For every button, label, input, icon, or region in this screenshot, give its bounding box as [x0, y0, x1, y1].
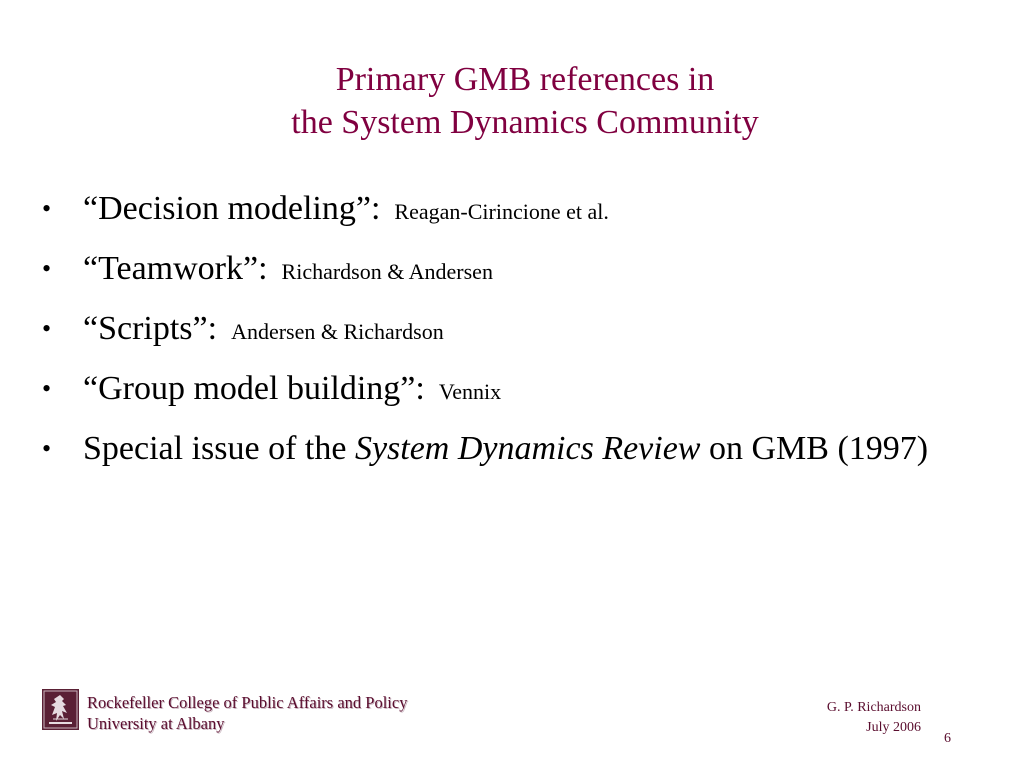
bullet-group-model-building: [42, 368, 982, 413]
bullet-term: “Decision modeling”:: [83, 190, 381, 227]
bullet-decision-modeling: [42, 188, 982, 233]
footer-org-line-1: Rockefeller College of Public Affairs and Policy: [87, 693, 408, 712]
title-line-1: Primary GMB references in: [335, 61, 715, 98]
bullet-dot: •: [42, 254, 52, 283]
bullet-dot: •: [42, 194, 52, 223]
bullet-term: “Teamwork”:: [83, 250, 268, 287]
bullet-reference: Andersen & Richardson: [231, 319, 444, 344]
footer-organization: [87, 692, 407, 734]
bullet-teamwork: [42, 248, 982, 293]
university-seal-icon: [42, 689, 79, 730]
slide-title: [0, 58, 1024, 144]
bullet-reference: Reagan-Cirincione et al.: [394, 199, 609, 224]
footer-author: G. P. Richardson: [826, 700, 921, 715]
bullet-special-issue: [42, 428, 982, 470]
bullet-reference: Vennix: [438, 379, 502, 404]
footer-date: July 2006: [866, 720, 921, 735]
bullet-reference: Richardson & Andersen: [281, 259, 493, 284]
footer-author-block: [827, 698, 921, 738]
bullet-dot: •: [42, 374, 52, 403]
bullet-dot: •: [42, 434, 52, 463]
special-issue-text: Special issue of the: [83, 430, 355, 467]
footer-org-line-2: University at Albany: [87, 714, 225, 733]
journal-title: System Dynamics Review: [354, 430, 701, 467]
special-issue-text-end: on GMB (1997): [700, 430, 929, 467]
bullet-dot: •: [42, 314, 52, 343]
bullet-term: “Scripts”:: [83, 310, 218, 347]
bullet-term: “Group model building”:: [83, 370, 425, 407]
title-line-2: the System Dynamics Community: [291, 104, 759, 141]
bullet-list: [42, 188, 982, 485]
page-number: 6: [944, 731, 951, 746]
bullet-scripts: [42, 308, 982, 353]
